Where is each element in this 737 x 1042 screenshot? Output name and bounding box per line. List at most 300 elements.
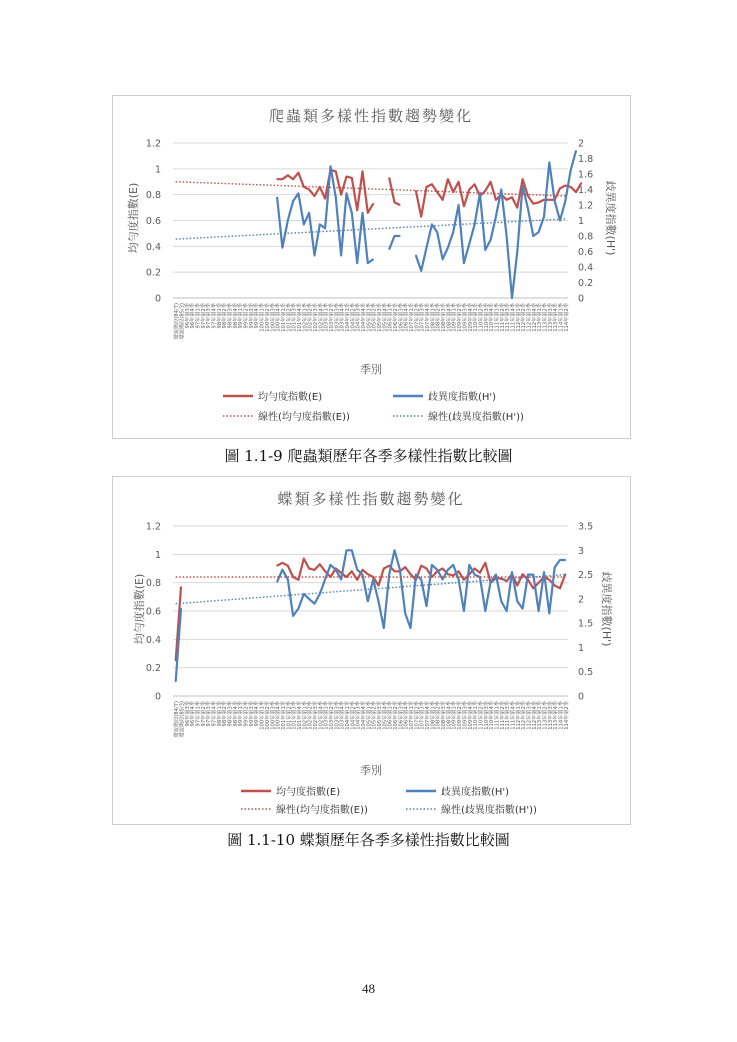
x-tick-label: 110年第4季 bbox=[489, 701, 496, 730]
point-evenness bbox=[356, 579, 358, 581]
point-evenness bbox=[463, 205, 465, 207]
point-diversity bbox=[276, 581, 278, 583]
x-tick-label: 111年第1季 bbox=[494, 303, 501, 332]
point-evenness bbox=[378, 585, 380, 587]
point-diversity bbox=[570, 169, 572, 171]
point-diversity bbox=[388, 248, 390, 250]
x-tick-label: 106年第2季 bbox=[393, 303, 400, 332]
point-evenness bbox=[442, 199, 444, 201]
y2-tick-label: 1.5 bbox=[578, 618, 594, 630]
point-diversity bbox=[474, 574, 476, 576]
point-evenness bbox=[319, 563, 321, 565]
point-diversity bbox=[431, 564, 433, 566]
x-tick-label: 109年第4季 bbox=[467, 701, 474, 730]
point-diversity bbox=[463, 610, 465, 612]
point-evenness bbox=[292, 178, 294, 180]
point-evenness bbox=[394, 571, 396, 573]
point-diversity bbox=[522, 185, 524, 187]
point-diversity bbox=[522, 608, 524, 610]
point-evenness bbox=[516, 207, 518, 209]
point-evenness bbox=[442, 568, 444, 570]
x-tick-label: 97年第1季 bbox=[195, 303, 202, 329]
x-tick-label: 107年第1季 bbox=[409, 303, 416, 332]
x-tick-label: 108年第1季 bbox=[430, 701, 437, 730]
point-evenness bbox=[458, 571, 460, 573]
x-tick-label: 99年第1季 bbox=[238, 701, 245, 727]
point-evenness bbox=[362, 171, 364, 173]
point-evenness bbox=[404, 566, 406, 568]
plot-area bbox=[146, 522, 593, 738]
x-tick-label: 113年第4季 bbox=[553, 701, 560, 730]
point-evenness bbox=[362, 569, 364, 571]
x-tick-label: 113年第2季 bbox=[542, 701, 549, 730]
x-tick-label: 110年第1季 bbox=[473, 701, 480, 730]
point-diversity bbox=[559, 559, 561, 561]
point-evenness bbox=[367, 573, 369, 575]
point-evenness bbox=[388, 565, 390, 567]
point-diversity bbox=[394, 235, 396, 237]
y2-axis-label: 歧異度指數(H') bbox=[604, 180, 617, 256]
x-tick-label: 114年第1季 bbox=[558, 701, 565, 730]
x-tick-label: 100年第4季 bbox=[275, 303, 282, 332]
point-evenness bbox=[549, 579, 551, 581]
x-tick-label: 110年第1季 bbox=[473, 303, 480, 332]
x-tick-label: 環說階段(84/7) bbox=[174, 701, 181, 738]
legend-label-diversity: 歧異度指數(H') bbox=[428, 392, 497, 403]
point-evenness bbox=[474, 184, 476, 186]
point-diversity bbox=[292, 200, 294, 202]
y-tick-label: 1 bbox=[154, 549, 161, 561]
y-tick-label: 0 bbox=[154, 691, 161, 703]
x-tick-label: 112年第2季 bbox=[521, 701, 528, 730]
x-tick-label: 環說階段(84/7) bbox=[174, 303, 181, 340]
x-tick-label: 96年第3季 bbox=[184, 303, 191, 329]
x-tick-label: 110年第2季 bbox=[478, 303, 485, 332]
point-diversity bbox=[394, 549, 396, 551]
x-tick-label: 100年第2季 bbox=[264, 303, 271, 332]
x-tick-label: 114年第2季 bbox=[563, 303, 570, 332]
x-tick-label: 98年第2季 bbox=[222, 303, 229, 329]
point-diversity bbox=[500, 189, 502, 191]
point-diversity bbox=[276, 196, 278, 198]
point-diversity bbox=[399, 569, 401, 571]
point-evenness bbox=[367, 212, 369, 214]
point-evenness bbox=[468, 189, 470, 191]
legend-label-diversity-trend: 線性(歧異度指數(H')) bbox=[428, 412, 524, 423]
x-tick-label: 112年第1季 bbox=[515, 303, 522, 332]
x-tick-label: 98年第1季 bbox=[216, 701, 223, 727]
y2-tick-label: 3.5 bbox=[578, 521, 594, 533]
x-tick-label: 98年第2季 bbox=[222, 701, 229, 727]
x-tick-label: 114年第2季 bbox=[563, 701, 570, 730]
x-tick-label: 111年第2季 bbox=[499, 701, 506, 730]
point-evenness bbox=[506, 199, 508, 201]
point-diversity bbox=[346, 549, 348, 551]
legend-label-diversity-trend: 線性(歧異度指數(H')) bbox=[441, 805, 537, 816]
x-tick-label: 114年第1季 bbox=[558, 303, 565, 332]
x-tick-label: 113年第3季 bbox=[547, 303, 554, 332]
x-tick-label: 100年第1季 bbox=[259, 701, 266, 730]
point-diversity bbox=[468, 243, 470, 245]
x-tick-label: 111年第2季 bbox=[499, 303, 506, 332]
figure-caption-reptile: 圖 1.1-9 爬蟲類歷年各季多樣性指數比較圖 bbox=[224, 447, 513, 465]
x-tick-label: 106年第3季 bbox=[398, 303, 405, 332]
point-evenness bbox=[298, 172, 300, 174]
point-diversity bbox=[356, 262, 358, 264]
x-tick-label: 109年第3季 bbox=[462, 701, 469, 730]
x-tick-label: 112年第4季 bbox=[531, 701, 538, 730]
x-tick-label: 104年第4季 bbox=[360, 701, 367, 730]
point-evenness bbox=[346, 176, 348, 178]
x-tick-label: 112年第4季 bbox=[531, 303, 538, 332]
point-diversity bbox=[511, 571, 513, 573]
point-diversity bbox=[452, 564, 454, 566]
y2-tick-label: 0.8 bbox=[578, 231, 594, 243]
x-tick-label: 110年第4季 bbox=[489, 303, 496, 332]
point-diversity bbox=[308, 212, 310, 214]
point-evenness bbox=[495, 199, 497, 201]
x-tick-label: 105年第4季 bbox=[382, 303, 389, 332]
x-tick-label: 113年第1季 bbox=[537, 701, 544, 730]
y2-tick-label: 0.5 bbox=[578, 667, 594, 679]
x-tick-label: 106年第1季 bbox=[387, 701, 394, 730]
x-tick-label: 109年第2季 bbox=[457, 303, 464, 332]
page-number: 48 bbox=[362, 981, 375, 996]
y2-tick-label: 0.6 bbox=[578, 247, 594, 258]
point-diversity bbox=[415, 255, 417, 257]
point-evenness bbox=[474, 568, 476, 570]
x-tick-label: 108年第4季 bbox=[446, 303, 453, 332]
x-tick-label: 105年第3季 bbox=[377, 303, 384, 332]
point-evenness bbox=[308, 189, 310, 191]
point-diversity bbox=[565, 559, 567, 561]
point-evenness bbox=[522, 178, 524, 180]
x-tick-label: 99年第4季 bbox=[254, 701, 261, 727]
x-tick-label: 103年第1季 bbox=[323, 701, 330, 730]
y2-tick-label: 1.8 bbox=[578, 154, 594, 165]
x-tick-label: 111年第1季 bbox=[494, 701, 501, 730]
x-tick-label: 100年第3季 bbox=[270, 701, 277, 730]
point-diversity bbox=[436, 569, 438, 571]
point-evenness bbox=[180, 586, 182, 588]
point-evenness bbox=[314, 569, 316, 571]
point-diversity bbox=[495, 574, 497, 576]
x-tick-label: 97年第3季 bbox=[206, 701, 213, 727]
point-diversity bbox=[538, 231, 540, 233]
point-evenness bbox=[388, 177, 390, 179]
point-diversity bbox=[431, 224, 433, 226]
point-diversity bbox=[367, 262, 369, 264]
point-diversity bbox=[175, 681, 177, 683]
x-tick-label: 99年第3季 bbox=[248, 303, 255, 329]
y-tick-label: 0.8 bbox=[145, 190, 161, 202]
x-tick-label: 113年第2季 bbox=[542, 303, 549, 332]
x-tick-label: 109年第1季 bbox=[451, 303, 458, 332]
x-tick-label: 102年第1季 bbox=[302, 303, 309, 332]
point-diversity bbox=[410, 627, 412, 629]
x-tick-label: 101年第3季 bbox=[291, 701, 298, 730]
point-evenness bbox=[570, 186, 572, 188]
chart-title: 爬蟲類多樣性指數趨勢變化 bbox=[268, 107, 474, 125]
point-diversity bbox=[404, 613, 406, 615]
point-diversity bbox=[303, 593, 305, 595]
x-tick-label: 96年第4季 bbox=[190, 701, 197, 727]
point-evenness bbox=[351, 177, 353, 179]
point-diversity bbox=[549, 162, 551, 164]
x-tick-label: 99年第3季 bbox=[248, 701, 255, 727]
x-tick-label: 98年第1季 bbox=[216, 303, 223, 329]
point-evenness bbox=[276, 178, 278, 180]
x-tick-label: 107年第4季 bbox=[425, 701, 432, 730]
point-diversity bbox=[543, 216, 545, 218]
x-tick-label: 99年第2季 bbox=[243, 701, 250, 727]
point-evenness bbox=[340, 194, 342, 196]
point-diversity bbox=[484, 249, 486, 251]
y-tick-label: 0.6 bbox=[145, 606, 161, 618]
x-tick-label: 104年第3季 bbox=[355, 701, 362, 730]
point-evenness bbox=[436, 191, 438, 193]
point-diversity bbox=[452, 231, 454, 233]
x-axis-label: 季別 bbox=[360, 363, 382, 376]
x-tick-label: 98年第3季 bbox=[227, 701, 234, 727]
point-diversity bbox=[362, 574, 364, 576]
point-evenness bbox=[565, 185, 567, 187]
point-diversity bbox=[490, 581, 492, 583]
point-diversity bbox=[287, 579, 289, 581]
point-evenness bbox=[308, 568, 310, 570]
x-tick-label: 106年第1季 bbox=[387, 303, 394, 332]
point-diversity bbox=[538, 610, 540, 612]
legend-label-evenness: 均勻度指數(E) bbox=[276, 787, 341, 798]
x-tick-label: 102年第4季 bbox=[318, 701, 325, 730]
point-diversity bbox=[527, 574, 529, 576]
x-tick-label: 107年第4季 bbox=[425, 303, 432, 332]
y2-tick-label: 1.6 bbox=[578, 169, 594, 181]
y2-tick-label: 1 bbox=[578, 216, 585, 227]
x-tick-label: 109年第1季 bbox=[451, 701, 458, 730]
point-evenness bbox=[335, 171, 337, 173]
x-tick-label: 108年第3季 bbox=[441, 303, 448, 332]
point-evenness bbox=[484, 562, 486, 564]
x-tick-label: 111年第4季 bbox=[510, 701, 517, 730]
point-diversity bbox=[362, 212, 364, 214]
y2-tick-label: 2 bbox=[578, 594, 585, 606]
point-diversity bbox=[420, 270, 422, 272]
point-evenness bbox=[559, 588, 561, 590]
point-evenness bbox=[447, 573, 449, 575]
point-diversity bbox=[426, 605, 428, 607]
point-diversity bbox=[458, 579, 460, 581]
point-evenness bbox=[420, 565, 422, 567]
x-tick-label: 108年第4季 bbox=[446, 701, 453, 730]
y-tick-label: 0.2 bbox=[145, 663, 161, 675]
y-tick-label: 0.6 bbox=[145, 216, 161, 227]
y2-axis-label: 歧異度指數(H') bbox=[600, 571, 613, 647]
y2-tick-label: 0 bbox=[578, 293, 585, 305]
point-diversity bbox=[554, 566, 556, 568]
point-diversity bbox=[324, 227, 326, 229]
x-tick-label: 100年第2季 bbox=[264, 701, 271, 730]
point-evenness bbox=[420, 216, 422, 218]
point-evenness bbox=[538, 582, 540, 584]
x-tick-label: 105年第1季 bbox=[366, 303, 373, 332]
point-diversity bbox=[554, 200, 556, 202]
x-tick-label: 101年第2季 bbox=[286, 303, 293, 332]
point-evenness bbox=[554, 585, 556, 587]
point-evenness bbox=[538, 202, 540, 204]
point-diversity bbox=[549, 613, 551, 615]
point-evenness bbox=[463, 579, 465, 581]
point-diversity bbox=[543, 571, 545, 573]
x-tick-label: 101年第4季 bbox=[296, 303, 303, 332]
point-diversity bbox=[324, 579, 326, 581]
y2-tick-label: 1.4 bbox=[578, 185, 594, 196]
chart-title: 蝶類多樣性指數趨勢變化 bbox=[277, 490, 465, 508]
x-tick-label: 97年第4季 bbox=[211, 303, 218, 329]
x-tick-label: 103年第2季 bbox=[328, 303, 335, 332]
y2-tick-label: 3 bbox=[578, 545, 585, 557]
point-evenness bbox=[533, 588, 535, 590]
point-diversity bbox=[340, 255, 342, 257]
point-diversity bbox=[426, 247, 428, 249]
x-tick-label: 110年第3季 bbox=[483, 701, 490, 730]
point-diversity bbox=[447, 569, 449, 571]
x-tick-label: 97年第3季 bbox=[206, 303, 213, 329]
point-evenness bbox=[383, 568, 385, 570]
y2-tick-label: 2.5 bbox=[578, 570, 594, 582]
point-diversity bbox=[298, 193, 300, 195]
x-tick-label: 101年第1季 bbox=[280, 701, 287, 730]
x-tick-label: 101年第4季 bbox=[296, 701, 303, 730]
x-tick-label: 107年第2季 bbox=[414, 701, 421, 730]
point-evenness bbox=[426, 186, 428, 188]
point-diversity bbox=[575, 150, 577, 152]
x-tick-label: 109年第3季 bbox=[462, 303, 469, 332]
x-tick-label: 102年第4季 bbox=[318, 303, 325, 332]
x-tick-label: 104年第2季 bbox=[350, 701, 357, 730]
x-tick-label: 104年第1季 bbox=[344, 303, 351, 332]
point-evenness bbox=[458, 181, 460, 183]
point-diversity bbox=[415, 574, 417, 576]
series-line-diversity bbox=[277, 166, 373, 263]
x-tick-label: 96年第3季 bbox=[184, 701, 191, 727]
point-evenness bbox=[324, 198, 326, 200]
point-diversity bbox=[516, 600, 518, 602]
x-tick-label: 99年第2季 bbox=[243, 303, 250, 329]
point-diversity bbox=[442, 258, 444, 260]
y-tick-label: 1.2 bbox=[145, 138, 161, 150]
x-tick-label: 101年第3季 bbox=[291, 303, 298, 332]
y-axis-label: 均勻度指數(E) bbox=[127, 182, 140, 254]
figure-caption-butterfly: 圖 1.1-10 蝶類歷年各季多樣性指數比較圖 bbox=[227, 831, 510, 849]
point-diversity bbox=[287, 220, 289, 222]
point-diversity bbox=[533, 574, 535, 576]
point-evenness bbox=[399, 204, 401, 206]
point-diversity bbox=[367, 600, 369, 602]
point-diversity bbox=[319, 224, 321, 226]
point-diversity bbox=[506, 235, 508, 237]
point-diversity bbox=[351, 549, 353, 551]
x-tick-label: 108年第3季 bbox=[441, 701, 448, 730]
point-diversity bbox=[565, 200, 567, 202]
point-evenness bbox=[410, 573, 412, 575]
butterfly-chart-canvas bbox=[113, 477, 630, 824]
point-diversity bbox=[335, 569, 337, 571]
reptile-chart-canvas bbox=[113, 96, 630, 438]
y-tick-label: 1 bbox=[154, 164, 161, 176]
point-evenness bbox=[533, 203, 535, 205]
x-tick-label: 103年第4季 bbox=[339, 701, 346, 730]
point-evenness bbox=[565, 573, 567, 575]
x-tick-label: 97年第1季 bbox=[195, 701, 202, 727]
x-tick-label: 105年第3季 bbox=[377, 701, 384, 730]
legend-label-evenness-trend: 線性(均勻度指數(E)) bbox=[258, 412, 350, 423]
y2-tick-label: 1.2 bbox=[578, 200, 594, 212]
x-tick-label: 103年第4季 bbox=[339, 303, 346, 332]
x-tick-label: 108年第1季 bbox=[430, 303, 437, 332]
point-diversity bbox=[335, 196, 337, 198]
x-tick-label: 113年第4季 bbox=[553, 303, 560, 332]
point-evenness bbox=[452, 575, 454, 577]
point-diversity bbox=[559, 220, 561, 222]
butterfly-chart bbox=[112, 476, 631, 825]
x-tick-label: 100年第1季 bbox=[259, 303, 266, 332]
x-tick-label: 102年第1季 bbox=[302, 701, 309, 730]
point-diversity bbox=[388, 574, 390, 576]
point-diversity bbox=[330, 165, 332, 167]
x-tick-label: 101年第2季 bbox=[286, 701, 293, 730]
point-diversity bbox=[447, 247, 449, 249]
point-evenness bbox=[447, 178, 449, 180]
point-diversity bbox=[495, 216, 497, 218]
x-tick-label: 環說階段(85/3) bbox=[179, 701, 186, 738]
x-tick-label: 103年第2季 bbox=[328, 701, 335, 730]
point-diversity bbox=[314, 603, 316, 605]
point-diversity bbox=[516, 251, 518, 253]
series-line-diversity bbox=[277, 550, 565, 628]
x-tick-label: 111年第3季 bbox=[505, 701, 512, 730]
point-diversity bbox=[383, 627, 385, 629]
point-evenness bbox=[287, 565, 289, 567]
x-tick-label: 105年第2季 bbox=[371, 303, 378, 332]
x-tick-label: 111年第3季 bbox=[505, 303, 512, 332]
x-tick-label: 105年第2季 bbox=[371, 701, 378, 730]
point-evenness bbox=[479, 572, 481, 574]
point-diversity bbox=[314, 255, 316, 257]
point-diversity bbox=[378, 600, 380, 602]
x-tick-label: 112年第2季 bbox=[521, 303, 528, 332]
point-diversity bbox=[442, 579, 444, 581]
point-diversity bbox=[330, 564, 332, 566]
point-evenness bbox=[490, 181, 492, 183]
x-tick-label: 107年第1季 bbox=[409, 701, 416, 730]
point-evenness bbox=[276, 565, 278, 567]
point-diversity bbox=[458, 204, 460, 206]
x-tick-label: 104年第1季 bbox=[344, 701, 351, 730]
legend-label-evenness-trend: 線性(均勻度指數(E)) bbox=[276, 805, 368, 816]
point-evenness bbox=[575, 191, 577, 193]
legend bbox=[223, 390, 524, 423]
point-diversity bbox=[180, 608, 182, 610]
point-evenness bbox=[581, 182, 583, 184]
point-diversity bbox=[500, 600, 502, 602]
point-diversity bbox=[511, 297, 513, 299]
x-tick-label: 107年第2季 bbox=[414, 303, 421, 332]
point-evenness bbox=[506, 580, 508, 582]
point-evenness bbox=[549, 199, 551, 201]
y-tick-label: 0.2 bbox=[145, 267, 161, 279]
point-diversity bbox=[463, 262, 465, 264]
